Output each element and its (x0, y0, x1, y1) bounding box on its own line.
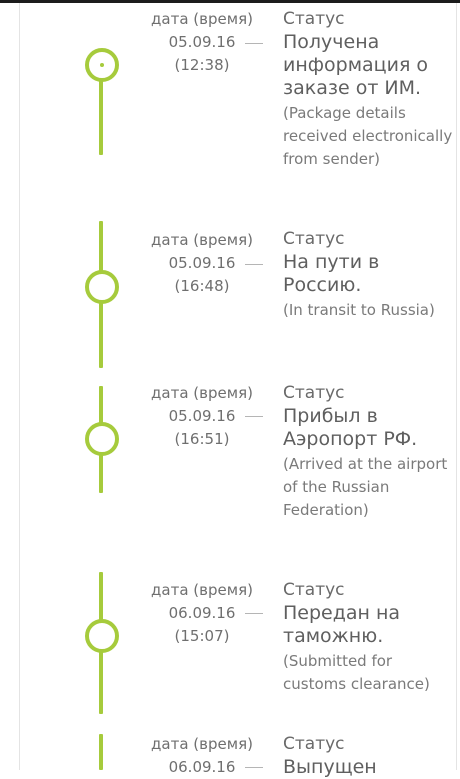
event-date: 06.09.16 (168, 604, 236, 622)
event-date-block (146, 733, 258, 779)
event-status-block (283, 578, 453, 696)
status-text-ru: Получена информация о заказе от ИМ. (283, 31, 429, 99)
timeline-line-segment (99, 78, 103, 155)
timeline-node-icon (85, 619, 119, 653)
event-date-block (146, 382, 258, 451)
event-date: 06.09.16 (168, 758, 236, 776)
date-label: дата (время) (151, 735, 253, 753)
status-text-en: (Arrived at the airport of the Russian Federation) (283, 455, 448, 519)
date-status-dash (245, 43, 263, 44)
date-status-dash (245, 264, 263, 265)
status-text-ru: Выпущен (283, 756, 377, 778)
date-label: дата (время) (151, 231, 253, 249)
status-text-en: (In transit to Russia) (283, 301, 435, 319)
timeline-node-icon (85, 422, 119, 456)
event-date: 05.09.16 (168, 254, 236, 272)
date-label: дата (время) (151, 581, 253, 599)
timeline-node-icon (85, 270, 119, 304)
event-time: (16:51) (174, 430, 230, 448)
status-text-ru: Прибыл в Аэропорт РФ. (283, 405, 418, 450)
status-text-en: (Package details received electronically from sender) (283, 104, 453, 168)
status-text-ru: Передан на таможню. (283, 602, 401, 647)
status-label: Статус (283, 229, 345, 249)
status-label: Статус (283, 9, 345, 29)
event-date-block (146, 8, 258, 77)
event-time: (12:38) (174, 56, 230, 74)
status-label: Статус (283, 580, 345, 600)
status-label: Статус (283, 734, 345, 754)
date-status-dash (245, 416, 263, 417)
date-label: дата (время) (151, 384, 253, 402)
event-date: 05.09.16 (168, 407, 236, 425)
event-status-block (283, 7, 453, 171)
date-status-dash (245, 767, 263, 768)
timeline-node-active-icon (85, 48, 119, 82)
date-label: дата (время) (151, 10, 253, 28)
event-date: 05.09.16 (168, 33, 236, 51)
timeline-line-segment (99, 734, 103, 770)
status-text-en: (Submitted for customs clearance) (283, 652, 430, 693)
event-status-block (283, 732, 453, 779)
event-status-block (283, 381, 453, 522)
status-text-ru: На пути в Россию. (283, 251, 380, 296)
event-date-block (146, 579, 258, 648)
event-date-block (146, 229, 258, 298)
event-time: (15:07) (174, 627, 230, 645)
date-status-dash (245, 613, 263, 614)
status-label: Статус (283, 383, 345, 403)
event-time: (16:48) (174, 277, 230, 295)
event-status-block (283, 227, 453, 322)
